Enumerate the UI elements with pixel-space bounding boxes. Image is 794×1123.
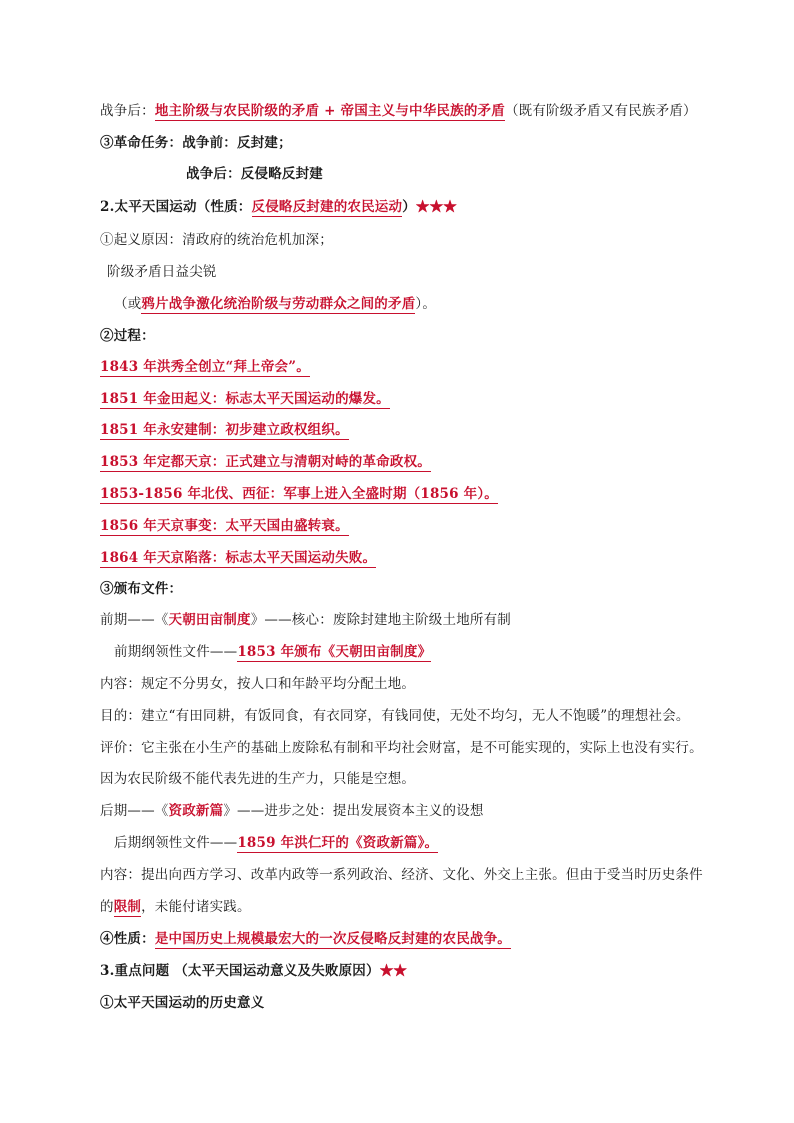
evaluation-cont-line: [100, 769, 724, 789]
early-content-line: [100, 674, 724, 694]
late-content-line: [100, 865, 724, 885]
event-item: [100, 484, 724, 504]
late-progress: 》——进步之处：提出发展资本主义的设想: [223, 803, 484, 819]
section-2-close: ）: [402, 199, 416, 215]
event-item: [100, 452, 724, 472]
early-program-label: 前期纲领性文件——: [114, 644, 238, 660]
uprising-cause-line: [100, 230, 724, 250]
late-content-suffix: ，未能付诸实践。: [141, 899, 251, 915]
event-text: 1851 年金田起义：标志太平天国运动的爆发。: [100, 391, 390, 407]
process-title: ②过程：: [100, 328, 155, 344]
nature-highlight: 反侵略反封建的农民运动: [251, 199, 403, 215]
zizheng-title: 资政新篇: [168, 803, 224, 819]
nature-line: [100, 929, 724, 949]
postwar-note: （既有阶级矛盾又有民族矛盾）: [504, 103, 697, 119]
event-text: 1853-1856 年北伐、西征：军事上进入全盛时期（1856 年）。: [100, 486, 498, 502]
star-rating: ★★★: [415, 199, 458, 215]
postwar-contradiction-line: [100, 101, 724, 121]
early-core: 》——核心：废除封建地主阶级土地所有制: [250, 612, 512, 628]
evaluation-cont: 因为农民阶级不能代表先进的生产力，只能是空想。: [100, 771, 416, 787]
event-item: [100, 516, 724, 536]
event-text: 1843 年洪秀全创立“拜上帝会”。: [100, 359, 310, 375]
early-program-line: [114, 642, 724, 662]
event-item: [100, 389, 724, 409]
postwar-task-line: [186, 164, 724, 184]
evaluation-text: 评价：它主张在小生产的基础上废除私有制和平均社会财富，是不可能实现的，实际上也没有实行。: [100, 740, 703, 756]
class-contradiction: 阶级矛盾日益尖锐: [107, 264, 217, 280]
limitation-highlight: 限制: [113, 899, 142, 915]
early-content: 内容：规定不分男女，按人口和年龄平均分配土地。: [100, 676, 416, 692]
early-document-line: [100, 610, 724, 630]
early-purpose-line: [100, 706, 724, 726]
documents-title: ③颁布文件：: [100, 581, 183, 597]
opium-war-highlight: 鸦片战争激化统治阶级与劳动群众之间的矛盾: [141, 296, 416, 312]
late-document-line: [100, 801, 724, 821]
section-2-title: 2.太平天国运动（性质：: [100, 199, 252, 215]
late-program-label: 后期纲领性文件——: [114, 835, 238, 851]
late-prefix: 后期——《: [100, 803, 169, 819]
process-heading: [100, 326, 724, 346]
uprising-cause: ①起义原因：清政府的统治危机加深；: [100, 232, 333, 248]
opium-war-note-line: [114, 294, 724, 314]
early-prefix: 前期——《: [100, 612, 169, 628]
nature-label: ④性质：: [100, 931, 155, 947]
late-content-cont-line: [100, 897, 724, 917]
paren-open: （或: [114, 296, 142, 312]
prewar-task: 战争前：反封建；: [182, 135, 292, 151]
late-content: 内容：提出向西方学习、改革内政等一系列政治、经济、文化、外交上主张。但由于受当时历史条件: [100, 867, 703, 883]
class-contradiction-line: [107, 262, 724, 282]
early-purpose: 目的：建立“有田同耕，有饭同食，有衣同穿，有钱同使，无处不均匀，无人不饱暖”的理想社会。: [100, 708, 690, 724]
event-text: 1864 年天京陷落：标志太平天国运动失败。: [100, 550, 377, 566]
event-text: 1856 年天京事变：太平天国由盛转衰。: [100, 518, 349, 534]
event-item: [100, 548, 724, 568]
evaluation-line: [100, 738, 724, 758]
significance-title: ①太平天国运动的历史意义: [100, 995, 265, 1011]
nature-statement: 是中国历史上规模最宏大的一次反侵略反封建的农民战争。: [154, 931, 512, 947]
section-3-heading: [100, 961, 724, 981]
label-postwar: 战争后：: [100, 103, 155, 119]
section-2-heading: [100, 197, 724, 217]
event-text: 1851 年永安建制：初步建立政权组织。: [100, 422, 349, 438]
early-program-highlight: 1853 年颁布《天朝田亩制度》: [237, 644, 432, 660]
star-rating: ★★: [379, 963, 408, 979]
paren-close: ）。: [415, 296, 437, 312]
late-content-prefix: 的: [100, 899, 114, 915]
event-item: [100, 420, 724, 440]
revolution-task-line: [100, 133, 724, 153]
documents-heading: [100, 579, 724, 599]
label-revolution-task: ③革命任务：: [100, 135, 183, 151]
postwar-task: 战争后：反侵略反封建: [186, 166, 323, 182]
section-3-title: 3.重点问题 （太平天国运动意义及失败原因）: [100, 963, 380, 979]
late-program-line: [114, 833, 724, 853]
event-text: 1853 年定都天京：正式建立与清朝对峙的革命政权。: [100, 454, 431, 470]
event-item: [100, 357, 724, 377]
postwar-contradiction-highlight: 地主阶级与农民阶级的矛盾 + 帝国主义与中华民族的矛盾: [154, 103, 505, 119]
significance-heading: [100, 993, 724, 1013]
late-program-highlight: 1859 年洪仁玕的《资政新篇》。: [237, 835, 439, 851]
tianchao-title: 天朝田亩制度: [168, 612, 251, 628]
